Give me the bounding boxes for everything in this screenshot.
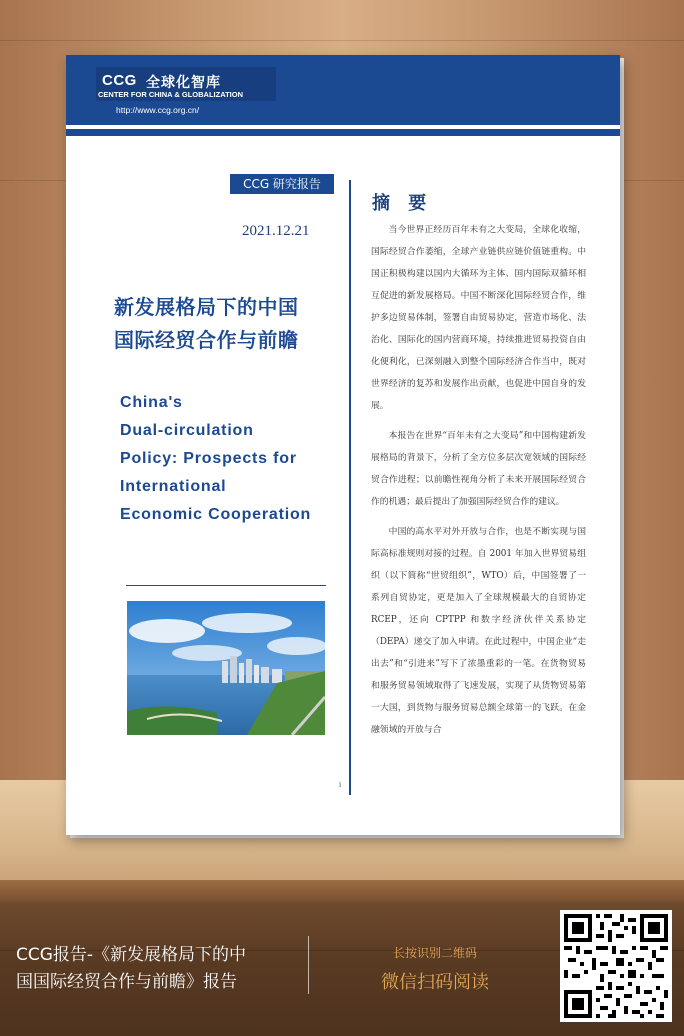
page-number: i [339, 780, 342, 789]
abstract-paragraph: 中国的高水平对外开放与合作，也是不断实现与国际高标准规则对接的过程。自 2001 年加入世界贸易组织（以下简称“世贸组织”，WTO）后，中国签署了一系列自贸协定，更是加入了全球规模最大的自贸协定 RCEP，还向 CPTPP 和数字经济伙伴关系协定（DEPA）递交了加入申请。在此过程中，中国企业“走出去”和“引进来”写下了浓墨重彩的一笔。在货物贸易和服务贸易领域取得了飞速发展，实现了从货物贸易第一大国，到货物与服务贸易总额全球第一的飞跃。在金融领域的开放与合 [371, 527, 586, 735]
website-url: http://www.ccg.org.cn/ [116, 105, 200, 115]
skyline-image [127, 601, 325, 735]
logo-chinese-name: 全球化智库 [146, 75, 221, 91]
report-cover-page [66, 55, 620, 835]
city-skyline-photo [127, 601, 325, 735]
shelf-edge [0, 880, 684, 902]
abstract-paragraph: 本报告在世界“百年未有之大变局”和中国构建新发展格局的背景下，分析了全方位多层次宽领域的国际经贸合作进程；以前瞻性视角分析了未来开展国际经贸合作的机遇；最后提出了加强国际经贸合作的建议。 [371, 431, 586, 507]
title-english [120, 389, 350, 529]
logo-english-name: CENTER FOR CHINA & GLOBALIZATION [98, 90, 243, 99]
caption-title-line: CCG报告-《新发展格局下的中 [16, 945, 247, 965]
abstract-paragraph: 当今世界正经历百年未有之大变局，全球化收缩，国际经贸合作萎缩，全球产业链供应链价值链重构。中国正积极构建以国内大循环为主体、国内国际双循环相互促进的新发展格局。中国不断深化国际经贸合作，维护多边贸易体制，签署自由贸易协定，营造市场化、法治化、国际化的国内营商环境，持续推进贸易投资自由化便利化，已深刻融入到整个国际经济合作当中，既对世界经济的复苏和发展作出贡献，也促进中国自身的发展。 [371, 225, 586, 411]
scan-to-read-text[interactable]: 微信扫码阅读 [381, 972, 489, 993]
title-chinese-line: 新发展格局下的中国 [114, 295, 299, 319]
report-date: 2021.12.21 [242, 223, 310, 239]
qr-code-icon [564, 914, 668, 1018]
title-english-line: Policy: Prospects for [120, 450, 297, 467]
header-rule [66, 129, 620, 136]
qr-hint-text: 长按识别二维码 [392, 946, 477, 960]
title-english-line: China's [120, 394, 183, 411]
caption-title [16, 942, 296, 996]
abstract-heading: 摘 要 [372, 193, 433, 214]
title-english-line: Economic Cooperation [120, 506, 312, 523]
abstract-body [371, 219, 586, 749]
title-chinese-line: 国际经贸合作与前瞻 [114, 328, 299, 352]
logo-abbreviation: CCG [102, 72, 137, 89]
column-divider [349, 180, 351, 795]
caption-divider [308, 936, 309, 994]
plank-line [0, 40, 684, 41]
qr-code[interactable] [560, 910, 672, 1022]
caption-title-line: 国国际经贸合作与前瞻》报告 [16, 972, 237, 992]
title-chinese [114, 291, 344, 357]
title-english-line: Dual-circulation [120, 422, 254, 439]
title-english-line: International [120, 478, 227, 495]
report-type-tag: CCG 研究报告 [230, 174, 334, 194]
cover-divider [126, 585, 326, 586]
